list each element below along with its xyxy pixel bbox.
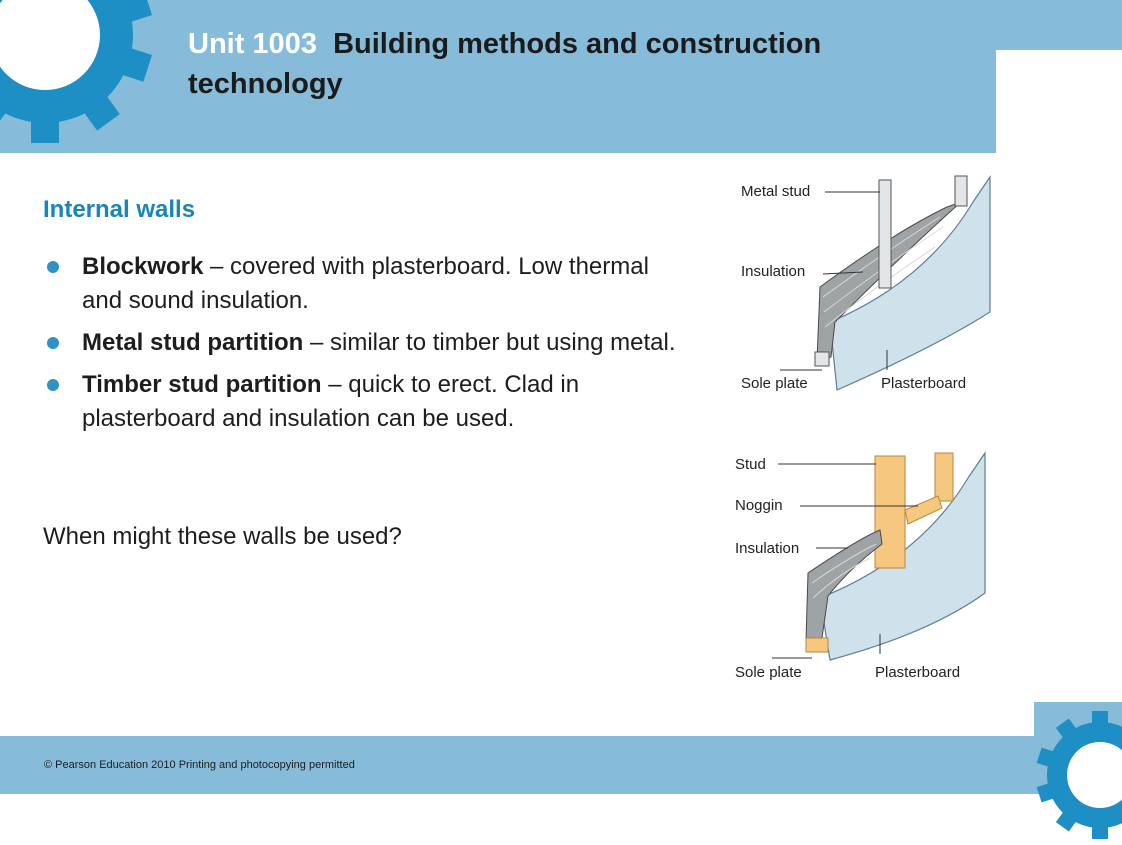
gear-icon — [0, 0, 160, 150]
label-plasterboard: Plasterboard — [881, 375, 966, 392]
unit-number: Unit 1003 — [188, 28, 317, 60]
list-item — [43, 250, 683, 318]
bullet-term: Timber stud partition — [82, 371, 322, 398]
bullet-icon — [47, 261, 59, 273]
question-text: When might these walls be used? — [43, 523, 402, 551]
label-sole-plate: Sole plate — [735, 664, 802, 681]
timber-stud-shape — [875, 456, 905, 568]
bullet-icon — [47, 379, 59, 391]
bullet-list — [43, 250, 683, 444]
bullet-text: – quick to erect. Clad in plasterboard and insulation can be used. — [82, 371, 579, 432]
label-stud: Stud — [735, 456, 766, 473]
bullet-term: Blockwork — [82, 253, 203, 280]
page-title — [188, 24, 978, 104]
sole-plate-shape — [815, 352, 829, 366]
section-heading: Internal walls — [43, 196, 195, 224]
sole-plate-shape — [806, 638, 828, 652]
bullet-term: Metal stud partition — [82, 329, 303, 356]
bullet-icon — [47, 337, 59, 349]
label-metal-stud: Metal stud — [741, 183, 810, 200]
unit-title: Building methods and construction technology — [188, 28, 821, 100]
bullet-text: – covered with plasterboard. Low thermal and sound insulation. — [82, 253, 649, 314]
list-item — [43, 326, 683, 360]
metal-stud-diagram — [735, 172, 995, 402]
label-noggin: Noggin — [735, 497, 783, 514]
copyright-text: © Pearson Education 2010 Printing and photocopying permitted — [44, 759, 355, 771]
gear-icon — [1030, 705, 1122, 845]
label-sole-plate: Sole plate — [741, 375, 808, 392]
header-notch — [996, 0, 1122, 50]
label-insulation: Insulation — [735, 540, 799, 557]
label-plasterboard: Plasterboard — [875, 664, 960, 681]
timber-stud-diagram — [730, 448, 990, 688]
bullet-text: – similar to timber but using metal. — [303, 329, 675, 356]
list-item — [43, 368, 683, 436]
metal-stud-shape — [879, 180, 891, 288]
label-insulation: Insulation — [741, 263, 805, 280]
